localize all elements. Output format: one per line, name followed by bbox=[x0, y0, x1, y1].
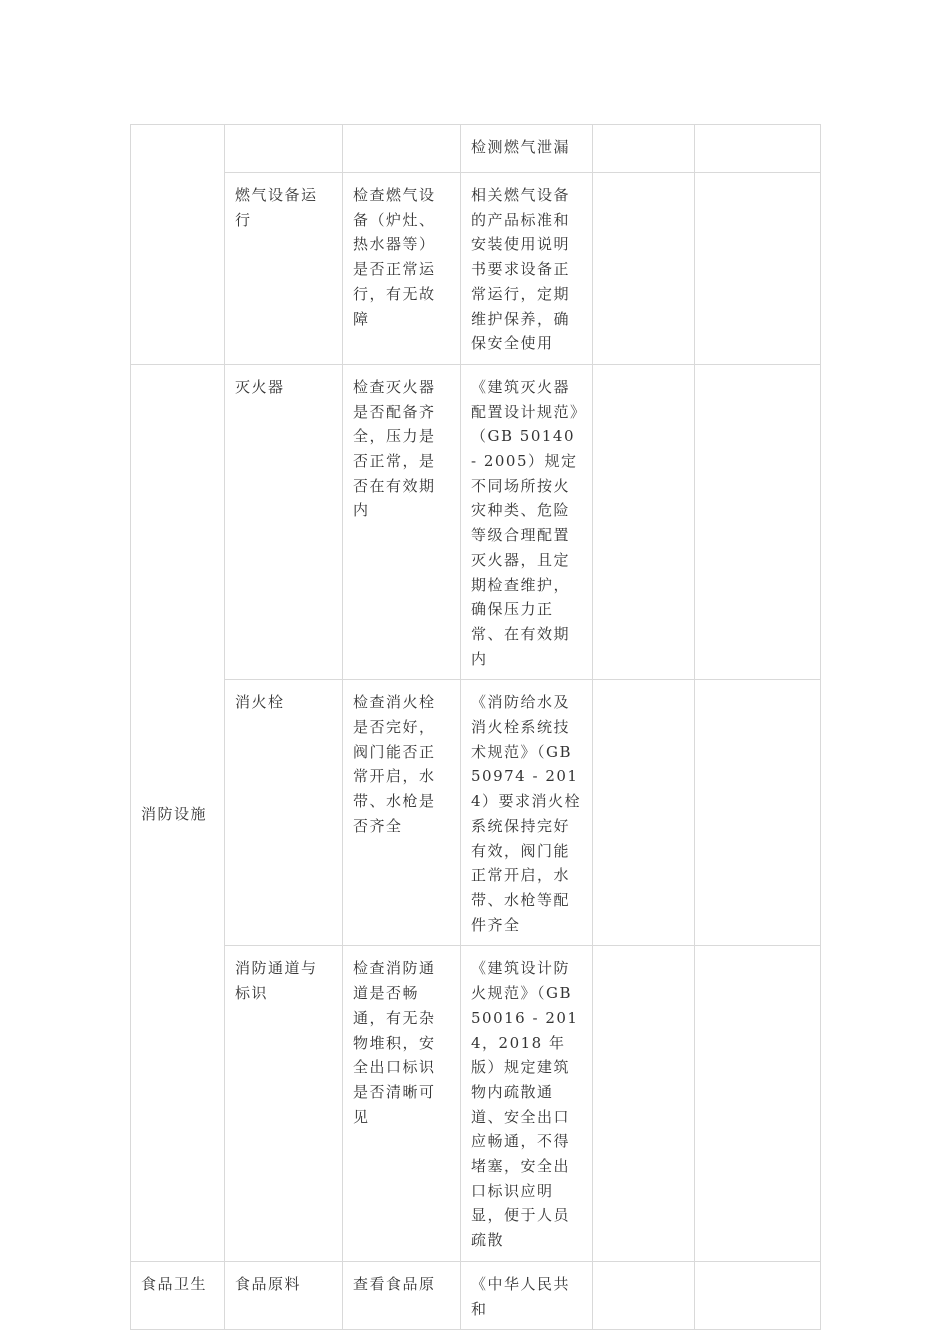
result-cell bbox=[593, 173, 695, 365]
method-cell: 查看食品原 bbox=[343, 1261, 461, 1329]
result-cell bbox=[593, 125, 695, 173]
method-cell: 检查消火栓是否完好，阀门能否正常开启，水带、水枪是否齐全 bbox=[343, 680, 461, 946]
result-cell bbox=[593, 1261, 695, 1329]
method-cell: 检查燃气设备（炉灶、热水器等）是否正常运行，有无故障 bbox=[343, 173, 461, 365]
result-cell bbox=[593, 946, 695, 1261]
result-cell bbox=[593, 364, 695, 679]
remark-cell bbox=[695, 364, 821, 679]
result-cell bbox=[593, 680, 695, 946]
table-row bbox=[131, 173, 821, 365]
table-row bbox=[131, 125, 821, 173]
table-row bbox=[131, 364, 821, 679]
remark-cell bbox=[695, 173, 821, 365]
standard-cell: 《建筑设计防火规范》（GB 50016 - 2014，2018 年版）规定建筑物内疏散通道、安全出口应畅通，不得堵塞，安全出口标识应明显，便于人员疏散 bbox=[461, 946, 593, 1261]
table-row bbox=[131, 1261, 821, 1329]
item-cell: 灭火器 bbox=[225, 364, 343, 679]
method-cell: 检查灭火器是否配备齐全，压力是否正常，是否在有效期内 bbox=[343, 364, 461, 679]
standard-cell: 《消防给水及消火栓系统技术规范》（GB 50974 - 2014）要求消火栓系统保持完好有效，阀门能正常开启，水带、水枪等配件齐全 bbox=[461, 680, 593, 946]
item-cell: 燃气设备运行 bbox=[225, 173, 343, 365]
remark-cell bbox=[695, 1261, 821, 1329]
table-row bbox=[131, 946, 821, 1261]
item-cell bbox=[225, 125, 343, 173]
item-cell: 食品原料 bbox=[225, 1261, 343, 1329]
category-cell bbox=[131, 125, 225, 365]
item-cell: 消火栓 bbox=[225, 680, 343, 946]
remark-cell bbox=[695, 125, 821, 173]
standard-cell: 检测燃气泄漏 bbox=[461, 125, 593, 173]
category-cell: 食品卫生 bbox=[131, 1261, 225, 1329]
method-cell: 检查消防通道是否畅通，有无杂物堆积，安全出口标识是否清晰可见 bbox=[343, 946, 461, 1261]
method-cell bbox=[343, 125, 461, 173]
remark-cell bbox=[695, 680, 821, 946]
standard-cell: 《建筑灭火器配置设计规范》（GB 50140 - 2005）规定不同场所按火灾种类、危险等级合理配置灭火器，且定期检查维护，确保压力正常、在有效期内 bbox=[461, 364, 593, 679]
category-cell: 消防设施 bbox=[131, 364, 225, 1261]
inspection-table bbox=[130, 124, 821, 1330]
table-row bbox=[131, 680, 821, 946]
standard-cell: 相关燃气设备的产品标准和安装使用说明书要求设备正常运行，定期维护保养，确保安全使用 bbox=[461, 173, 593, 365]
standard-cell: 《中华人民共和 bbox=[461, 1261, 593, 1329]
remark-cell bbox=[695, 946, 821, 1261]
item-cell: 消防通道与标识 bbox=[225, 946, 343, 1261]
